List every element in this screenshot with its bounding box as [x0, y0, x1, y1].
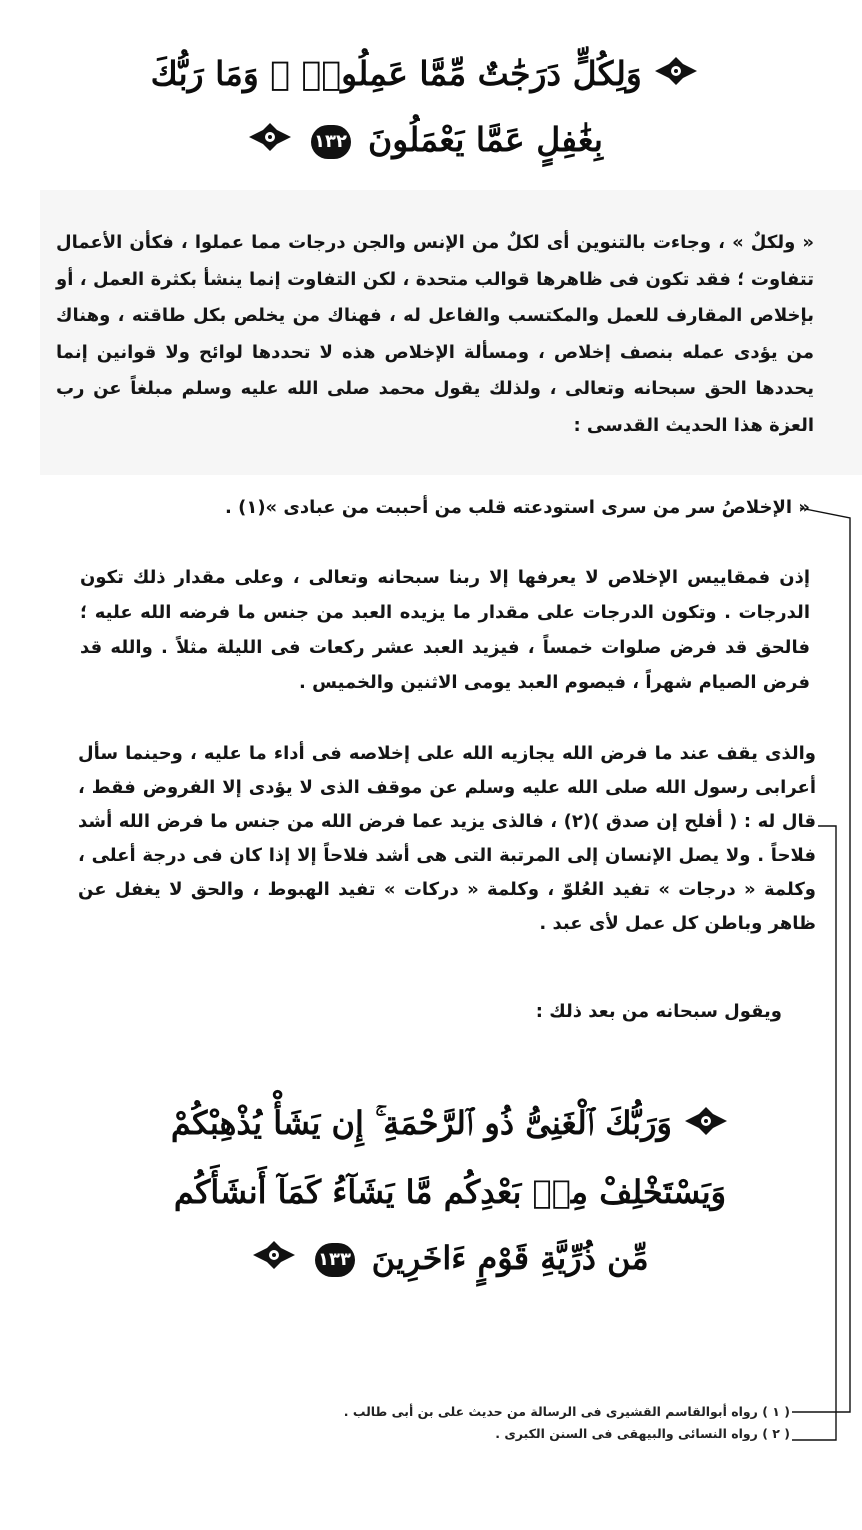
footnote-1: ( ١ ) رواه أبوالقاسم القشيرى فى الرسالة من حديث على بن أبى طالب .: [343, 1404, 790, 1419]
verse-top-line-2: بِغَٰفِلٍ عَمَّا يَعْمَلُونَ: [368, 120, 603, 159]
commentary-paragraph-1-text: « ولكلٌ » ، وجاءت بالتنوين أى لكلٌ من الإنس والجن درجات مما عملوا ، فكأن الأعمال تتفاوت ؛ فقد تكون فى ظاهرها قوالب متحدة ، لكن التفاوت إنما ينشأ بكثرة العمل ، أو بإخلاص المقارف للعمل والمكتسب والفاعل له ، فهناك من يخلص بكل طاقته ، وهناك من يؤدى عمله بنصف إخلاص ، ومسألة الإخلاص هذه لا تحددها لوائح ولا قوانين إنما يحددها الحق سبحانه وتعالى ، ولذلك يقول محمد صلى الله عليه وسلم مبلغاً عن رب العزة هذا الحديث القدسى :: [56, 232, 814, 436]
verse-top-line-1: وَلِكُلٍّ دَرَجَٰتٌ مِّمَّا عَمِلُوا۟ ۚ وَمَا رَبُّكَ: [150, 54, 642, 93]
verse-bottom-line-3: مِّن ذُرِّيَّةِ قَوْمٍ ءَاخَرِينَ: [371, 1238, 649, 1277]
ayah-number-badge: ١٣٢: [311, 125, 351, 159]
footnote-2: ( ٢ ) رواه النسائى والبيهقى فى السنن الكبرى .: [495, 1426, 790, 1441]
commentary-paragraph-4-text: ويقول سبحانه من بعد ذلك :: [535, 1001, 782, 1022]
verse-bottom-line-2: وَيَسْتَخْلِفْ مِنۢ بَعْدِكُم مَّا يَشَآءُ كَمَآ أَنشَأَكُم: [173, 1172, 727, 1211]
ayah-number-badge: ١٣٣: [315, 1243, 355, 1277]
hadith-text: « الإخلاصُ سر من سرى استودعته قلب من أحببت من عبادى »(١) .: [224, 497, 810, 518]
commentary-paragraph-2-text: إذن فمقاييس الإخلاص لا يعرفها إلا ربنا سبحانه وتعالى ، وعلى مقدار ذلك تكون الدرجات . وتكون الدرجات على مقدار ما يزيده العبد من جنس ما فرضه الله عليه ؛ فالحق قد فرض صلوات خمساً ، فيزيد العبد عشر ركعات فى الليلة مثلاً . والله قد فرض الصيام شهراً ، فيصوم العبد يومى الاثنين والخميس .: [80, 567, 810, 693]
verse-bottom-line-1: وَرَبُّكَ ٱلْغَنِىُّ ذُو ٱلرَّحْمَةِ ۚ إِن يَشَأْ يُذْهِبْكُمْ: [170, 1104, 672, 1142]
commentary-paragraph-3-text: والذى يقف عند ما فرض الله يجازيه الله على إخلاصه فى أداء ما عليه ، وحينما سأل أعرابى رسول الله صلى الله عليه وسلم عن موقف الذى لا يؤدى إلا الفروض فقط ، قال له : ( أفلح إن صدق )(٢) ، فالذى يزيد عما فرض الله من جنس ما فرض الله أشد فلاحاً . ولا يصل الإنسان إلى المرتبة التى هى أشد فلاحاً إلا إذا كان فى درجة أعلى ، وكلمة « درجات » تفيد العُلوّ ، وكلمة « دركات » تفيد الهبوط ، والحق لا يغفل عن ظاهر وباطن كل عمل لأى عبد .: [78, 743, 816, 934]
